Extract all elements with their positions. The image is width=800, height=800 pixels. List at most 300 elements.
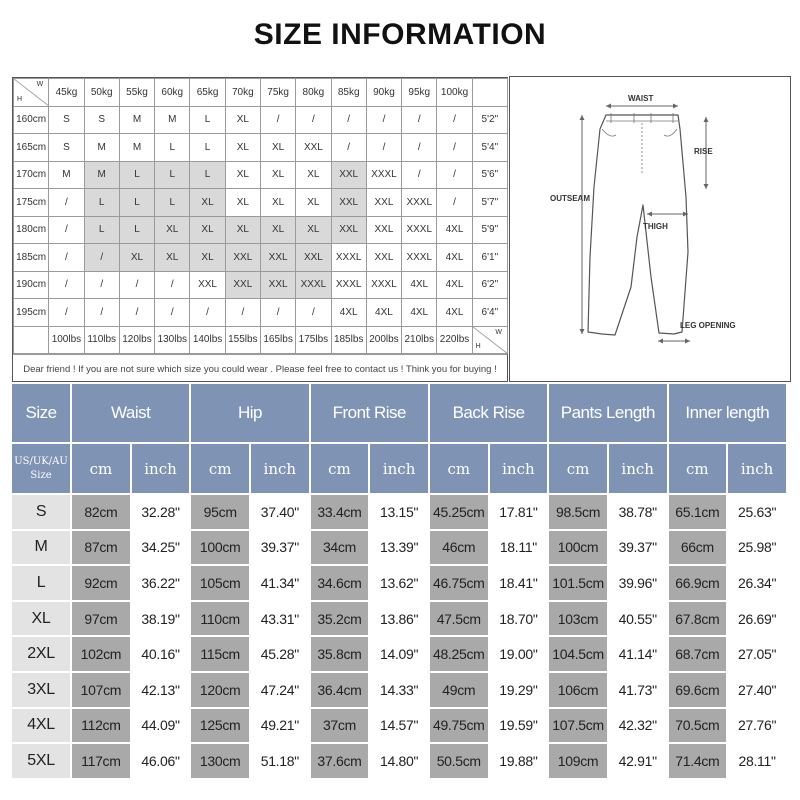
measurement-group-header: Inner length	[669, 384, 788, 442]
size-cell: XL	[155, 244, 190, 272]
pants-measurement-diagram	[509, 76, 791, 382]
size-cell: L	[155, 189, 190, 217]
height-row	[14, 189, 508, 217]
cm-value-cell: 109cm	[549, 742, 609, 778]
height-cm-cell: 175cm	[14, 189, 49, 217]
size-cell: /	[84, 271, 119, 299]
size-cell: XXL	[296, 244, 331, 272]
inch-value-cell: 38.78"	[609, 493, 669, 529]
waist-label: WAIST	[628, 94, 654, 103]
weight-header-row	[14, 79, 508, 107]
outseam-label: OUTSEAM	[550, 194, 590, 203]
unit-inch-header: inch	[370, 442, 430, 493]
size-cell: L	[190, 134, 225, 162]
cm-value-cell: 112cm	[72, 707, 132, 743]
height-cm-cell: 185cm	[14, 244, 49, 272]
unit-inch-header: inch	[490, 442, 550, 493]
weight-lbs-cell: 200lbs	[366, 326, 401, 354]
weight-kg-header: 85kg	[331, 79, 366, 107]
size-cell: /	[260, 106, 295, 134]
weight-kg-header: 60kg	[155, 79, 190, 107]
inch-value-cell: 42.32"	[609, 707, 669, 743]
size-cell: /	[402, 134, 437, 162]
corner-weight-label: W	[36, 81, 44, 88]
blank-header-cell	[472, 79, 507, 107]
group-header-row	[12, 384, 788, 442]
footer-corner-height-label: H	[475, 343, 481, 350]
cm-value-cell: 87cm	[72, 529, 132, 565]
height-row	[14, 271, 508, 299]
size-cell: L	[155, 134, 190, 162]
inch-value-cell: 37.40"	[251, 493, 311, 529]
cm-value-cell: 34.6cm	[311, 564, 371, 600]
cm-value-cell: 70.5cm	[669, 707, 729, 743]
inch-value-cell: 47.24"	[251, 671, 311, 707]
size-cell: XXL	[331, 189, 366, 217]
size-cell: /	[260, 299, 295, 327]
cm-value-cell: 34cm	[311, 529, 371, 565]
unit-cm-header: cm	[191, 442, 251, 493]
measurement-group-header: Waist	[72, 384, 191, 442]
inch-value-cell: 13.86"	[370, 600, 430, 636]
cm-value-cell: 97cm	[72, 600, 132, 636]
height-row	[14, 299, 508, 327]
cm-value-cell: 98.5cm	[549, 493, 609, 529]
inch-value-cell: 18.70"	[490, 600, 550, 636]
cm-value-cell: 37.6cm	[311, 742, 371, 778]
inch-value-cell: 49.21"	[251, 707, 311, 743]
inch-value-cell: 39.37"	[251, 529, 311, 565]
size-cell: 4XL	[437, 271, 472, 299]
cm-value-cell: 49cm	[430, 671, 490, 707]
size-row	[12, 529, 788, 565]
inch-value-cell: 41.14"	[609, 635, 669, 671]
cm-value-cell: 67.8cm	[669, 600, 729, 636]
size-recommendation-chart	[12, 77, 508, 382]
size-cell: L	[119, 216, 154, 244]
size-cell: L	[190, 106, 225, 134]
size-cell: /	[155, 271, 190, 299]
size-row	[12, 635, 788, 671]
region-size-header	[12, 442, 72, 493]
size-cell: M	[119, 134, 154, 162]
cm-value-cell: 69.6cm	[669, 671, 729, 707]
unit-cm-header: cm	[430, 442, 490, 493]
inch-value-cell: 14.09"	[370, 635, 430, 671]
weight-lbs-cell: 110lbs	[84, 326, 119, 354]
inch-value-cell: 40.55"	[609, 600, 669, 636]
cm-value-cell: 35.8cm	[311, 635, 371, 671]
height-cm-cell: 170cm	[14, 161, 49, 189]
size-cell: 4XL	[437, 299, 472, 327]
size-label-cell: 2XL	[12, 635, 72, 671]
height-cm-cell: 160cm	[14, 106, 49, 134]
weight-lbs-cell: 220lbs	[437, 326, 472, 354]
inch-value-cell: 51.18"	[251, 742, 311, 778]
height-cm-cell: 165cm	[14, 134, 49, 162]
inch-value-cell: 42.13"	[132, 671, 192, 707]
cm-value-cell: 37cm	[311, 707, 371, 743]
height-ft-cell: 6'1"	[472, 244, 507, 272]
unit-inch-header: inch	[251, 442, 311, 493]
size-cell: XL	[190, 189, 225, 217]
size-cell: /	[331, 134, 366, 162]
size-label-cell: XL	[12, 600, 72, 636]
size-cell: /	[366, 134, 401, 162]
size-cell: XXXL	[331, 244, 366, 272]
size-label-cell: 5XL	[12, 742, 72, 778]
size-label-cell: L	[12, 564, 72, 600]
size-cell: /	[49, 271, 84, 299]
height-ft-cell: 5'4"	[472, 134, 507, 162]
inch-value-cell: 38.19"	[132, 600, 192, 636]
size-cell: XL	[225, 189, 260, 217]
cm-value-cell: 68.7cm	[669, 635, 729, 671]
size-cell: XL	[296, 189, 331, 217]
cm-value-cell: 35.2cm	[311, 600, 371, 636]
size-cell: XXXL	[366, 161, 401, 189]
size-cell: /	[366, 106, 401, 134]
size-cell: /	[225, 299, 260, 327]
size-cell: /	[331, 106, 366, 134]
weight-kg-header: 65kg	[190, 79, 225, 107]
weight-kg-header: 45kg	[49, 79, 84, 107]
size-label-cell: 4XL	[12, 707, 72, 743]
size-cell: XXL	[190, 271, 225, 299]
height-ft-cell: 5'6"	[472, 161, 507, 189]
height-row	[14, 216, 508, 244]
unit-header-row	[12, 442, 788, 493]
unit-cm-header: cm	[549, 442, 609, 493]
measurement-group-header: Back Rise	[430, 384, 549, 442]
size-cell: XL	[260, 134, 295, 162]
size-cell: XXL	[225, 244, 260, 272]
weight-kg-header: 75kg	[260, 79, 295, 107]
size-cell: XXXL	[331, 271, 366, 299]
weight-lbs-cell: 175lbs	[296, 326, 331, 354]
size-table	[12, 384, 788, 778]
size-cell: /	[155, 299, 190, 327]
size-cell: /	[402, 106, 437, 134]
cm-value-cell: 46.75cm	[430, 564, 490, 600]
size-row	[12, 671, 788, 707]
size-cell: XXXL	[296, 271, 331, 299]
size-cell: XXXL	[402, 189, 437, 217]
size-cell: /	[190, 299, 225, 327]
inch-value-cell: 46.06"	[132, 742, 192, 778]
inch-value-cell: 41.34"	[251, 564, 311, 600]
cm-value-cell: 66.9cm	[669, 564, 729, 600]
size-row	[12, 600, 788, 636]
cm-value-cell: 101.5cm	[549, 564, 609, 600]
size-label-cell: M	[12, 529, 72, 565]
size-label-cell: S	[12, 493, 72, 529]
size-cell: /	[84, 299, 119, 327]
height-row	[14, 161, 508, 189]
height-cm-cell: 180cm	[14, 216, 49, 244]
size-cell: XL	[296, 161, 331, 189]
size-row	[12, 742, 788, 778]
cm-value-cell: 106cm	[549, 671, 609, 707]
size-cell: 4XL	[366, 299, 401, 327]
size-cell: L	[190, 161, 225, 189]
region-label: US/UK/AU	[14, 455, 68, 467]
inch-value-cell: 26.69"	[728, 600, 788, 636]
cm-value-cell: 36.4cm	[311, 671, 371, 707]
inch-value-cell: 19.00"	[490, 635, 550, 671]
inch-value-cell: 43.31"	[251, 600, 311, 636]
inch-value-cell: 25.98"	[728, 529, 788, 565]
inch-value-cell: 27.05"	[728, 635, 788, 671]
weight-kg-header: 70kg	[225, 79, 260, 107]
cm-value-cell: 50.5cm	[430, 742, 490, 778]
size-cell: /	[119, 299, 154, 327]
inch-value-cell: 39.37"	[609, 529, 669, 565]
cm-value-cell: 117cm	[72, 742, 132, 778]
inch-value-cell: 36.22"	[132, 564, 192, 600]
inch-value-cell: 45.28"	[251, 635, 311, 671]
height-row	[14, 244, 508, 272]
cm-value-cell: 66cm	[669, 529, 729, 565]
size-cell: /	[437, 134, 472, 162]
inch-value-cell: 13.15"	[370, 493, 430, 529]
inch-value-cell: 19.59"	[490, 707, 550, 743]
cm-value-cell: 115cm	[191, 635, 251, 671]
height-row	[14, 106, 508, 134]
cm-value-cell: 110cm	[191, 600, 251, 636]
measurement-group-header: Pants Length	[549, 384, 668, 442]
size-cell: L	[155, 161, 190, 189]
cm-value-cell: 49.75cm	[430, 707, 490, 743]
size-row	[12, 493, 788, 529]
size-cell: M	[49, 161, 84, 189]
cm-value-cell: 95cm	[191, 493, 251, 529]
size-cell: XXL	[225, 271, 260, 299]
inch-value-cell: 25.63"	[728, 493, 788, 529]
size-cell: 4XL	[402, 271, 437, 299]
cm-value-cell: 65.1cm	[669, 493, 729, 529]
cm-value-cell: 107.5cm	[549, 707, 609, 743]
height-cm-cell: 195cm	[14, 299, 49, 327]
size-cell: M	[119, 106, 154, 134]
size-cell: 4XL	[402, 299, 437, 327]
size-cell: /	[84, 244, 119, 272]
thigh-label: THIGH	[643, 222, 668, 231]
cm-value-cell: 125cm	[191, 707, 251, 743]
size-measurement-table	[12, 384, 788, 778]
measurement-group-header: Front Rise	[311, 384, 430, 442]
inch-value-cell: 42.91"	[609, 742, 669, 778]
cm-value-cell: 100cm	[549, 529, 609, 565]
inch-value-cell: 32.28"	[132, 493, 192, 529]
size-cell: XXL	[366, 216, 401, 244]
height-weight-table	[13, 78, 508, 354]
buyer-note: Dear friend ! If you are not sure which size you could wear . Please feel free to contact us ! Think you for buying !	[13, 354, 507, 384]
inch-value-cell: 17.81"	[490, 493, 550, 529]
cm-value-cell: 100cm	[191, 529, 251, 565]
rise-label: RISE	[694, 147, 713, 156]
unit-cm-header: cm	[311, 442, 371, 493]
inch-value-cell: 18.11"	[490, 529, 550, 565]
cm-value-cell: 46cm	[430, 529, 490, 565]
cm-value-cell: 71.4cm	[669, 742, 729, 778]
size-cell: 4XL	[437, 244, 472, 272]
size-cell: XL	[119, 244, 154, 272]
inch-value-cell: 14.80"	[370, 742, 430, 778]
unit-inch-header: inch	[132, 442, 192, 493]
page-title: SIZE INFORMATION	[253, 18, 547, 51]
size-cell: L	[119, 189, 154, 217]
size-cell: S	[49, 106, 84, 134]
size-label-cell: 3XL	[12, 671, 72, 707]
size-cell: XXL	[296, 134, 331, 162]
cm-value-cell: 45.25cm	[430, 493, 490, 529]
size-column-header: Size	[12, 384, 72, 442]
inch-value-cell: 14.57"	[370, 707, 430, 743]
size-cell: XXXL	[366, 271, 401, 299]
height-ft-cell: 5'9"	[472, 216, 507, 244]
cm-value-cell: 47.5cm	[430, 600, 490, 636]
unit-cm-header: cm	[669, 442, 729, 493]
size-cell: XL	[190, 216, 225, 244]
size-cell: XL	[155, 216, 190, 244]
size-cell: XXL	[260, 244, 295, 272]
size-cell: L	[119, 161, 154, 189]
size-row	[12, 564, 788, 600]
size-cell: 4XL	[437, 216, 472, 244]
size-cell: 4XL	[331, 299, 366, 327]
size-cell: XL	[260, 189, 295, 217]
weight-lbs-cell: 210lbs	[402, 326, 437, 354]
size-cell: /	[437, 161, 472, 189]
weight-lbs-cell: 185lbs	[331, 326, 366, 354]
footer-corner-cell	[472, 326, 507, 354]
height-cm-cell: 190cm	[14, 271, 49, 299]
cm-value-cell: 120cm	[191, 671, 251, 707]
size-cell: XXL	[260, 271, 295, 299]
unit-inch-header: inch	[728, 442, 788, 493]
size-cell: /	[402, 161, 437, 189]
weight-kg-header: 95kg	[402, 79, 437, 107]
size-cell: XL	[190, 244, 225, 272]
inch-value-cell: 19.29"	[490, 671, 550, 707]
size-cell: /	[49, 216, 84, 244]
cm-value-cell: 103cm	[549, 600, 609, 636]
size-cell: XXXL	[402, 244, 437, 272]
corner-cell	[14, 79, 49, 107]
size-cell: /	[296, 299, 331, 327]
inch-value-cell: 14.33"	[370, 671, 430, 707]
size-cell: XXL	[366, 244, 401, 272]
measurement-group-header: Hip	[191, 384, 310, 442]
size-cell: M	[84, 161, 119, 189]
size-cell: XL	[260, 216, 295, 244]
height-row	[14, 134, 508, 162]
inch-value-cell: 27.40"	[728, 671, 788, 707]
weight-kg-header: 90kg	[366, 79, 401, 107]
size-cell: L	[84, 216, 119, 244]
weight-lbs-cell: 140lbs	[190, 326, 225, 354]
size-cell: /	[119, 271, 154, 299]
leg-opening-label: LEG OPENING	[680, 321, 736, 330]
inch-value-cell: 13.39"	[370, 529, 430, 565]
cm-value-cell: 33.4cm	[311, 493, 371, 529]
cm-value-cell: 107cm	[72, 671, 132, 707]
weight-lbs-cell: 165lbs	[260, 326, 295, 354]
blank-footer-cell	[14, 326, 49, 354]
size-cell: S	[49, 134, 84, 162]
size-cell: XXL	[366, 189, 401, 217]
size-cell: /	[49, 299, 84, 327]
weight-kg-header: 50kg	[84, 79, 119, 107]
inch-value-cell: 18.41"	[490, 564, 550, 600]
size-cell: XXL	[331, 216, 366, 244]
size-cell: XL	[225, 106, 260, 134]
cm-value-cell: 102cm	[72, 635, 132, 671]
size-row	[12, 707, 788, 743]
weight-kg-header: 55kg	[119, 79, 154, 107]
size-cell: /	[296, 106, 331, 134]
weight-lbs-row	[14, 326, 508, 354]
weight-lbs-cell: 155lbs	[225, 326, 260, 354]
size-cell: /	[437, 189, 472, 217]
size-cell: XL	[260, 161, 295, 189]
size-cell: M	[84, 134, 119, 162]
size-cell: S	[84, 106, 119, 134]
inch-value-cell: 34.25"	[132, 529, 192, 565]
unit-inch-header: inch	[609, 442, 669, 493]
inch-value-cell: 40.16"	[132, 635, 192, 671]
cm-value-cell: 105cm	[191, 564, 251, 600]
weight-kg-header: 80kg	[296, 79, 331, 107]
height-ft-cell: 6'2"	[472, 271, 507, 299]
cm-value-cell: 82cm	[72, 493, 132, 529]
inch-value-cell: 13.62"	[370, 564, 430, 600]
corner-height-label: H	[17, 95, 23, 103]
cm-value-cell: 104.5cm	[549, 635, 609, 671]
size-cell: XL	[296, 216, 331, 244]
inch-value-cell: 19.88"	[490, 742, 550, 778]
inch-value-cell: 44.09"	[132, 707, 192, 743]
weight-lbs-cell: 100lbs	[49, 326, 84, 354]
cm-value-cell: 48.25cm	[430, 635, 490, 671]
weight-lbs-cell: 130lbs	[155, 326, 190, 354]
region-size-label: Size	[30, 469, 52, 481]
size-cell: /	[437, 106, 472, 134]
size-cell: XL	[225, 134, 260, 162]
weight-lbs-cell: 120lbs	[119, 326, 154, 354]
inch-value-cell: 27.76"	[728, 707, 788, 743]
size-cell: XXL	[331, 161, 366, 189]
size-cell: L	[84, 189, 119, 217]
height-ft-cell: 5'2"	[472, 106, 507, 134]
size-cell: /	[49, 189, 84, 217]
height-ft-cell: 6'4"	[472, 299, 507, 327]
weight-kg-header: 100kg	[437, 79, 472, 107]
size-cell: M	[155, 106, 190, 134]
size-cell: XL	[225, 216, 260, 244]
unit-cm-header: cm	[72, 442, 132, 493]
inch-value-cell: 39.96"	[609, 564, 669, 600]
inch-value-cell: 41.73"	[609, 671, 669, 707]
height-ft-cell: 5'7"	[472, 189, 507, 217]
cm-value-cell: 92cm	[72, 564, 132, 600]
inch-value-cell: 26.34"	[728, 564, 788, 600]
size-cell: /	[49, 244, 84, 272]
cm-value-cell: 130cm	[191, 742, 251, 778]
size-cell: XXXL	[402, 216, 437, 244]
inch-value-cell: 28.11"	[728, 742, 788, 778]
